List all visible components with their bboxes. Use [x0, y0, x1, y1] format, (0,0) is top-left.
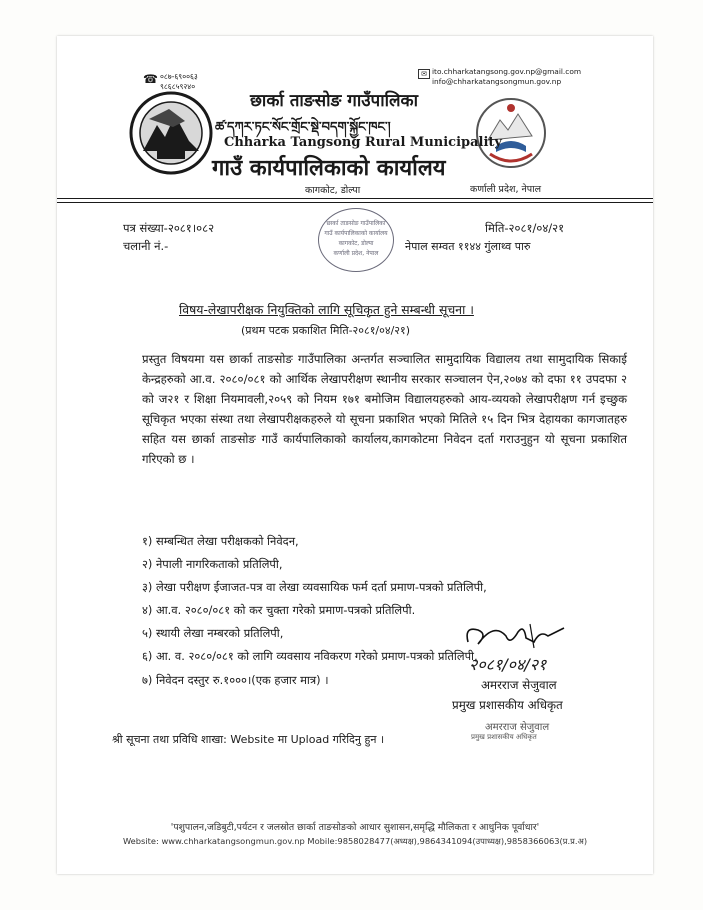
stamp-text: कर्णाली प्रदेश, नेपाल	[333, 250, 379, 257]
signatory-name: अमरराज सेजुवाल	[481, 678, 557, 692]
header-divider	[57, 202, 653, 203]
phone-number: ९८६८५९२४०	[160, 82, 196, 91]
list-item: २) नेपाली नागरिकताको प्रतिलिपी,	[142, 557, 283, 572]
footer-contact: Website: www.chharkatangsongmun.gov.np Mobile:9858028477(अध्यक्ष),9864341094(उपाध्यक्ष),9858366063(प्र.प्र.अ)	[122, 836, 588, 846]
list-item: ७) निवेदन दस्तुर रु.१०००।(एक हजार मात्र) ।	[142, 672, 329, 687]
header-divider	[57, 198, 653, 199]
nepal-sambat-date: नेपाल सम्वत ११४४ गुंलाथ्व पारु	[405, 240, 531, 253]
footer-slogan: 'पशुपालन,जडिबुटी,पर्यटन र जलस्रोत छार्का ताङसोङको आधार सुशासन,समृद्धि मौलिकता र आधुनिक पूर्वाधार'	[170, 822, 540, 833]
notice-subject: विषय-लेखापरीक्षक नियुक्तिको लागि सूचिकृत हुने सम्बन्धी सूचना ।	[179, 302, 474, 317]
list-item: ५) स्थायी लेखा नम्बरको प्रतिलिपी,	[142, 626, 284, 641]
list-item: ३) लेखा परीक्षण ईजाजत-पत्र वा लेखा व्यवसायिक फर्म दर्ता प्रमाण-पत्रको प्रतिलिपी,	[142, 580, 487, 595]
dispatch-number: चलानी नं.-	[123, 239, 169, 253]
office-stamp	[318, 208, 394, 272]
email-icon: ✉	[418, 69, 430, 79]
stamp-text: गाउँ कार्यपालिकाको कार्यालय	[324, 230, 388, 237]
province-name: कर्णाली प्रदेश, नेपाल	[470, 184, 542, 195]
letter-page	[57, 36, 653, 874]
phone-number: ०८७-६९००६३	[160, 72, 198, 81]
municipality-name-tibetan: ཚ་དཀར་ཏང་སོང་གྲོང་སྡེ་བདག་སྐྱོང་ཁང་།	[215, 120, 391, 135]
signature-scribble	[460, 618, 570, 654]
stamp-text: छार्का ताङसोङ गाउँपालिका	[326, 220, 386, 227]
list-item: ४) आ.व. २०८०/०८१ को कर चुक्ता गरेको प्रमाण-पत्रको प्रतिलिपी.	[142, 603, 416, 618]
phone-icon: ☎	[143, 72, 158, 86]
stamp-text: कागकोट, डोल्पा	[338, 240, 374, 247]
email-address: ito.chharkatangsong.gov.np@gmail.com	[432, 67, 582, 76]
municipality-name-nepali: छार्का ताङसोङ गाउँपालिका	[250, 91, 418, 111]
letter-date: मिति-२०८१/०४/२१	[485, 221, 565, 235]
nepal-emblem	[474, 96, 548, 170]
municipality-name-english: Chharka Tangsong Rural Municipality	[224, 135, 502, 150]
signatory-designation: प्रमुख प्रशासकीय अधिकृत	[452, 698, 563, 712]
name-stamp: अमरराज सेजुवाल	[485, 722, 550, 733]
reference-number: पत्र संख्या-२०८१।०८२	[123, 221, 215, 235]
email-address: info@chharkatangsongmun.gov.np	[432, 77, 562, 86]
office-location: कागकोट, डोल्पा	[305, 185, 361, 196]
notice-body: प्रस्तुत विषयमा यस छार्का ताङसोङ गाउँपालिका अन्तर्गत सञ्चालित सामुदायिक विद्यालय तथा सामुदायिक सिकाई केन्द्रहरुको आ.व. २०८०/०८१ को आर्थिक लेखापरीक्षण स्थानीय सरकार सञ्चालन ऐन,२०७४ को दफा ११ उपदफा २ को ज२१ र शिक्षा नियमावली,२०५९ को नियम १७१ बमोजिम विद्यालयहरुको आय-व्ययको लेखापरीक्षण गर्न इच्छुक सूचिकृत भएका संस्था तथा लेखापरीक्षकहरुले यो सूचना प्रकाशित भएको मितिले १५ दिन भित्र देहायका कागजातहरु सहित यस छार्का ताङसोङ गाउँ कार्यपालिकाको कार्यालय,कागकोटमा निवेदन दर्ता गराउनुहुन यो सूचना प्रकाशित गरिएको छ ।	[142, 352, 627, 466]
list-item: ६) आ. व. २०८०/०८१ को लागि व्यवसाय नविकरण गरेको प्रमाण-पत्रको प्रतिलिपी,	[142, 649, 478, 664]
list-item: १) सम्बन्धित लेखा परीक्षकको निवेदन,	[142, 534, 299, 548]
office-title: गाउँ कार्यपालिकाको कार्यालय	[212, 156, 446, 181]
signature-date: २०८१/०४/२१	[469, 655, 547, 674]
municipality-emblem	[129, 91, 213, 175]
document-list	[142, 530, 487, 692]
publication-date: (प्रथम पटक प्रकाशित मिति-२०८१/०४/२१)	[241, 324, 411, 337]
name-stamp-designation: प्रमुख प्रशासकीय अधिकृत	[471, 733, 537, 741]
cc-note: श्री सूचना तथा प्रविधि शाखा: Website मा Upload गरिदिनु हुन ।	[112, 733, 385, 746]
